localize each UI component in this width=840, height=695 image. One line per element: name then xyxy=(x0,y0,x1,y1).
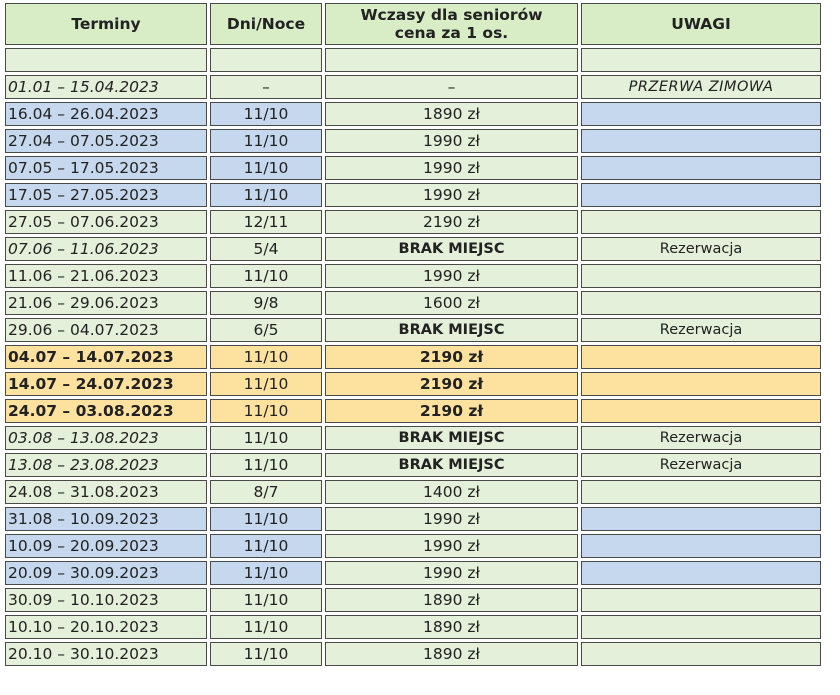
table-row xyxy=(5,588,821,612)
price-cell: 1990 zł xyxy=(325,183,578,207)
days-nights-cell: 11/10 xyxy=(210,534,322,558)
table-row xyxy=(5,372,821,396)
table-row xyxy=(5,480,821,504)
table-row xyxy=(5,264,821,288)
date-cell: 13.08 – 23.08.2023 xyxy=(5,453,207,477)
header-price-line2: cena za 1 os. xyxy=(394,24,509,42)
price-cell: 2190 zł xyxy=(325,345,578,369)
date-cell: 21.06 – 29.06.2023 xyxy=(5,291,207,315)
table-row xyxy=(5,318,821,342)
table-row xyxy=(5,156,821,180)
price-cell: 2190 zł xyxy=(325,372,578,396)
date-cell: 27.04 – 07.05.2023 xyxy=(5,129,207,153)
notes-cell xyxy=(581,615,821,639)
price-cell: 1600 zł xyxy=(325,291,578,315)
notes-cell xyxy=(581,345,821,369)
days-nights-cell: 12/11 xyxy=(210,210,322,234)
price-cell: 1890 zł xyxy=(325,642,578,666)
price-cell: 1990 zł xyxy=(325,534,578,558)
price-cell: 1990 zł xyxy=(325,156,578,180)
price-cell: BRAK MIEJSC xyxy=(325,237,578,261)
days-nights-cell: 8/7 xyxy=(210,480,322,504)
notes-cell xyxy=(581,291,821,315)
date-cell: 11.06 – 21.06.2023 xyxy=(5,264,207,288)
date-cell: 16.04 – 26.04.2023 xyxy=(5,102,207,126)
table-row xyxy=(5,210,821,234)
days-nights-cell: 11/10 xyxy=(210,615,322,639)
days-nights-cell: 11/10 xyxy=(210,102,322,126)
date-cell: 24.08 – 31.08.2023 xyxy=(5,480,207,504)
table-row xyxy=(5,183,821,207)
price-cell: BRAK MIEJSC xyxy=(325,426,578,450)
date-cell: 07.06 – 11.06.2023 xyxy=(5,237,207,261)
days-nights-cell: 11/10 xyxy=(210,507,322,531)
date-cell: 31.08 – 10.09.2023 xyxy=(5,507,207,531)
notes-cell xyxy=(581,507,821,531)
date-cell: 30.09 – 10.10.2023 xyxy=(5,588,207,612)
price-cell: 1990 zł xyxy=(325,561,578,585)
price-cell: 2190 zł xyxy=(325,210,578,234)
notes-cell: Rezerwacja xyxy=(581,237,821,261)
header-terms: Terminy xyxy=(5,3,207,45)
notes-cell xyxy=(581,102,821,126)
notes-cell xyxy=(581,129,821,153)
notes-cell xyxy=(581,48,821,72)
days-nights-cell: 11/10 xyxy=(210,453,322,477)
date-cell: 27.05 – 07.06.2023 xyxy=(5,210,207,234)
days-nights-cell: 11/10 xyxy=(210,588,322,612)
days-nights-cell: 11/10 xyxy=(210,183,322,207)
date-cell: 17.05 – 27.05.2023 xyxy=(5,183,207,207)
days-nights-cell: 6/5 xyxy=(210,318,322,342)
header-price-line1: Wczasy dla seniorów xyxy=(360,6,543,24)
table-row xyxy=(5,534,821,558)
days-nights-cell: 11/10 xyxy=(210,426,322,450)
days-nights-cell: 11/10 xyxy=(210,264,322,288)
price-cell: 1890 zł xyxy=(325,588,578,612)
days-nights-cell: 5/4 xyxy=(210,237,322,261)
price-cell: – xyxy=(325,75,578,99)
header-days-nights: Dni/Noce xyxy=(210,3,322,45)
table-row xyxy=(5,399,821,423)
notes-cell: Rezerwacja xyxy=(581,453,821,477)
date-cell: 20.09 – 30.09.2023 xyxy=(5,561,207,585)
notes-cell: Rezerwacja xyxy=(581,426,821,450)
days-nights-cell xyxy=(210,48,322,72)
price-cell: BRAK MIEJSC xyxy=(325,318,578,342)
notes-cell xyxy=(581,372,821,396)
price-table xyxy=(2,0,824,669)
table-row xyxy=(5,345,821,369)
table-row xyxy=(5,561,821,585)
date-cell: 03.08 – 13.08.2023 xyxy=(5,426,207,450)
days-nights-cell: 11/10 xyxy=(210,399,322,423)
date-cell: 24.07 – 03.08.2023 xyxy=(5,399,207,423)
price-cell xyxy=(325,48,578,72)
header-row xyxy=(5,3,821,45)
date-cell: 14.07 – 24.07.2023 xyxy=(5,372,207,396)
days-nights-cell: 11/10 xyxy=(210,372,322,396)
date-cell: 29.06 – 04.07.2023 xyxy=(5,318,207,342)
notes-cell xyxy=(581,534,821,558)
price-cell: 1990 zł xyxy=(325,129,578,153)
days-nights-cell: – xyxy=(210,75,322,99)
price-cell: 2190 zł xyxy=(325,399,578,423)
notes-cell xyxy=(581,183,821,207)
days-nights-cell: 11/10 xyxy=(210,642,322,666)
notes-cell xyxy=(581,210,821,234)
table-row xyxy=(5,129,821,153)
notes-cell: Rezerwacja xyxy=(581,318,821,342)
date-cell: 04.07 – 14.07.2023 xyxy=(5,345,207,369)
table-row xyxy=(5,642,821,666)
notes-cell: PRZERWA ZIMOWA xyxy=(581,75,821,99)
table-row xyxy=(5,48,821,72)
price-cell: 1400 zł xyxy=(325,480,578,504)
table-row xyxy=(5,237,821,261)
notes-cell xyxy=(581,642,821,666)
table-row xyxy=(5,291,821,315)
notes-cell xyxy=(581,588,821,612)
table-row xyxy=(5,453,821,477)
table-row xyxy=(5,426,821,450)
days-nights-cell: 11/10 xyxy=(210,129,322,153)
price-cell: 1990 zł xyxy=(325,264,578,288)
date-cell xyxy=(5,48,207,72)
notes-cell xyxy=(581,264,821,288)
header-price xyxy=(325,3,578,45)
days-nights-cell: 11/10 xyxy=(210,561,322,585)
price-cell: 1990 zł xyxy=(325,507,578,531)
notes-cell xyxy=(581,561,821,585)
table-body xyxy=(5,48,821,666)
price-cell: 1890 zł xyxy=(325,102,578,126)
price-cell: BRAK MIEJSC xyxy=(325,453,578,477)
table-row xyxy=(5,102,821,126)
notes-cell xyxy=(581,156,821,180)
price-cell: 1890 zł xyxy=(325,615,578,639)
table-row xyxy=(5,615,821,639)
notes-cell xyxy=(581,480,821,504)
table-row xyxy=(5,75,821,99)
date-cell: 20.10 – 30.10.2023 xyxy=(5,642,207,666)
notes-cell xyxy=(581,399,821,423)
date-cell: 10.10 – 20.10.2023 xyxy=(5,615,207,639)
days-nights-cell: 11/10 xyxy=(210,156,322,180)
date-cell: 07.05 – 17.05.2023 xyxy=(5,156,207,180)
date-cell: 01.01 – 15.04.2023 xyxy=(5,75,207,99)
date-cell: 10.09 – 20.09.2023 xyxy=(5,534,207,558)
days-nights-cell: 9/8 xyxy=(210,291,322,315)
days-nights-cell: 11/10 xyxy=(210,345,322,369)
header-notes: UWAGI xyxy=(581,3,821,45)
table-row xyxy=(5,507,821,531)
